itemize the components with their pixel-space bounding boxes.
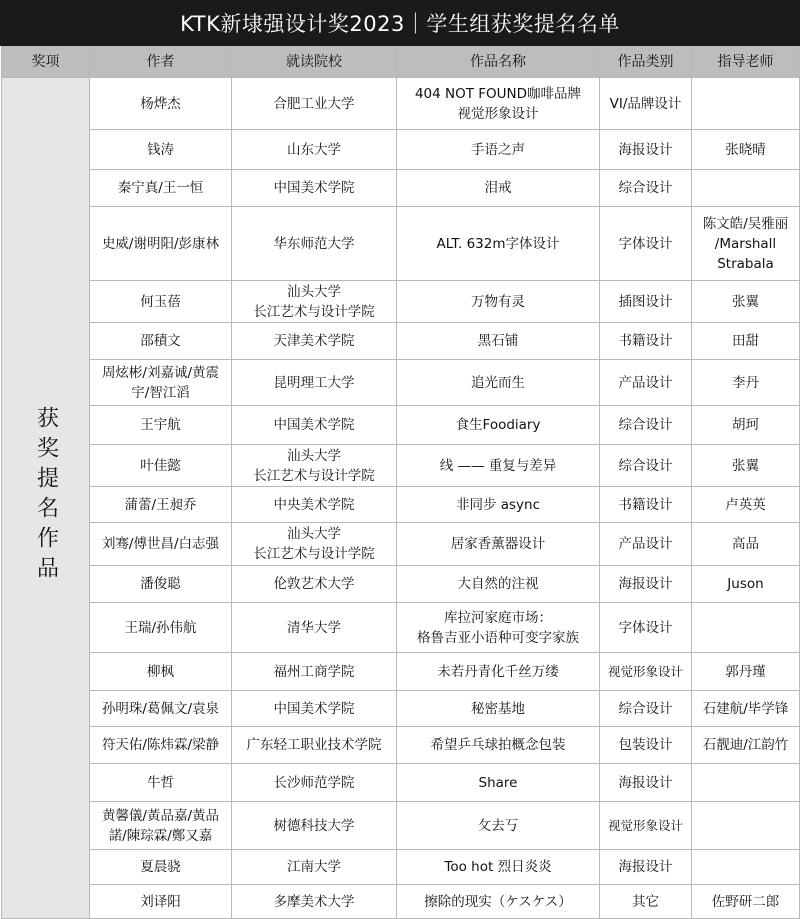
table-row <box>2 603 800 653</box>
nominee-table <box>1 46 800 919</box>
category-cell: 产品设计 <box>600 360 692 406</box>
school-cell: 汕头大学 长江艺术与设计学院 <box>232 445 397 487</box>
school-cell: 多摩美术大学 <box>232 885 397 919</box>
category-cell: VI/品牌设计 <box>600 78 692 130</box>
header-work: 作品名称 <box>397 47 600 78</box>
category-cell: 书籍设计 <box>600 323 692 360</box>
work-title-cell: Share <box>397 764 600 802</box>
work-title-cell: 万物有灵 <box>397 281 600 323</box>
school-cell: 昆明理工大学 <box>232 360 397 406</box>
category-cell: 包装设计 <box>600 727 692 764</box>
category-cell: 海报设计 <box>600 566 692 603</box>
category-cell: 综合设计 <box>600 170 692 207</box>
table-row <box>2 691 800 727</box>
table-row <box>2 360 800 406</box>
school-cell: 合肥工业大学 <box>232 78 397 130</box>
teacher-cell <box>692 802 800 850</box>
header-teacher: 指导老师 <box>692 47 800 78</box>
table-row <box>2 78 800 130</box>
table-row <box>2 727 800 764</box>
teacher-cell <box>692 603 800 653</box>
category-cell: 书籍设计 <box>600 487 692 523</box>
teacher-cell: 石靓迪/江韵竹 <box>692 727 800 764</box>
author-cell: 孙明珠/葛佩文/袁泉 <box>90 691 232 727</box>
school-cell: 中国美术学院 <box>232 691 397 727</box>
teacher-cell: 卢英英 <box>692 487 800 523</box>
school-cell: 汕头大学 长江艺术与设计学院 <box>232 281 397 323</box>
category-cell: 其它 <box>600 885 692 919</box>
school-cell: 伦敦艺术大学 <box>232 566 397 603</box>
category-cell: 产品设计 <box>600 523 692 566</box>
award-category-cell <box>2 78 90 919</box>
author-cell: 叶佳懿 <box>90 445 232 487</box>
teacher-cell: 张晓晴 <box>692 130 800 170</box>
school-cell: 汕头大学 长江艺术与设计学院 <box>232 523 397 566</box>
table-row <box>2 170 800 207</box>
teacher-cell: 张翼 <box>692 281 800 323</box>
category-cell: 插图设计 <box>600 281 692 323</box>
work-title-cell: 大自然的注视 <box>397 566 600 603</box>
table-header-row <box>2 47 800 78</box>
table-row <box>2 323 800 360</box>
table-row <box>2 523 800 566</box>
table-row <box>2 130 800 170</box>
category-cell: 海报设计 <box>600 850 692 885</box>
teacher-cell: 陈文皓/吴雅丽 /Marshall Strabala <box>692 207 800 281</box>
category-cell: 视觉形象设计 <box>600 653 692 691</box>
category-cell: 字体设计 <box>600 603 692 653</box>
teacher-cell: 田甜 <box>692 323 800 360</box>
page-title: KTK新埭强设计奖2023｜学生组获奖提名名单 <box>0 0 800 46</box>
work-title-cell: 黑石铺 <box>397 323 600 360</box>
header-school: 就读院校 <box>232 47 397 78</box>
work-title-cell: 希望乒乓球拍概念包装 <box>397 727 600 764</box>
work-title-cell: 非同步 async <box>397 487 600 523</box>
table-row <box>2 653 800 691</box>
award-category-label: 获奖提名作品 <box>33 406 59 586</box>
work-title-cell: Too hot 烈日炎炎 <box>397 850 600 885</box>
table-row <box>2 207 800 281</box>
school-cell: 中国美术学院 <box>232 406 397 445</box>
author-cell: 王宇航 <box>90 406 232 445</box>
author-cell: 牛哲 <box>90 764 232 802</box>
school-cell: 广东轻工职业技术学院 <box>232 727 397 764</box>
table-row <box>2 445 800 487</box>
school-cell: 福州工商学院 <box>232 653 397 691</box>
category-cell: 综合设计 <box>600 691 692 727</box>
work-title-cell: 线 —— 重复与差异 <box>397 445 600 487</box>
header-award: 奖项 <box>2 47 90 78</box>
author-cell: 杨烨杰 <box>90 78 232 130</box>
author-cell: 潘俊聪 <box>90 566 232 603</box>
teacher-cell <box>692 78 800 130</box>
teacher-cell <box>692 170 800 207</box>
table-row <box>2 281 800 323</box>
author-cell: 秦宁真/王一恒 <box>90 170 232 207</box>
author-cell: 黄馨儀/黃品嘉/黃品 諾/陳琮霖/鄭又嘉 <box>90 802 232 850</box>
category-cell: 海报设计 <box>600 764 692 802</box>
school-cell: 中央美术学院 <box>232 487 397 523</box>
table-row <box>2 764 800 802</box>
work-title-cell: 秘密基地 <box>397 691 600 727</box>
author-cell: 邵積文 <box>90 323 232 360</box>
table-row <box>2 802 800 850</box>
work-title-cell: 404 NOT FOUND咖啡品牌 视觉形象设计 <box>397 78 600 130</box>
work-title-cell: 擦除的现实（ケスケス） <box>397 885 600 919</box>
table-row <box>2 487 800 523</box>
teacher-cell: 胡珂 <box>692 406 800 445</box>
table-row <box>2 885 800 919</box>
author-cell: 史威/谢明阳/彭康林 <box>90 207 232 281</box>
school-cell: 树德科技大学 <box>232 802 397 850</box>
school-cell: 清华大学 <box>232 603 397 653</box>
teacher-cell <box>692 850 800 885</box>
table-row <box>2 406 800 445</box>
teacher-cell: 佐野研二郎 <box>692 885 800 919</box>
school-cell: 江南大学 <box>232 850 397 885</box>
author-cell: 刘骞/傅世昌/白志强 <box>90 523 232 566</box>
work-title-cell: 追光而生 <box>397 360 600 406</box>
category-cell: 视觉形象设计 <box>600 802 692 850</box>
work-title-cell: ALT. 632m字体设计 <box>397 207 600 281</box>
teacher-cell: 张翼 <box>692 445 800 487</box>
teacher-cell: Juson <box>692 566 800 603</box>
author-cell: 王瑞/孙伟航 <box>90 603 232 653</box>
category-cell: 字体设计 <box>600 207 692 281</box>
school-cell: 天津美术学院 <box>232 323 397 360</box>
category-cell: 综合设计 <box>600 406 692 445</box>
school-cell: 山东大学 <box>232 130 397 170</box>
work-title-cell: 攵去丂 <box>397 802 600 850</box>
author-cell: 柳枫 <box>90 653 232 691</box>
author-cell: 周炫彬/刘嘉诚/黄震 宇/智江滔 <box>90 360 232 406</box>
work-title-cell: 食生Foodiary <box>397 406 600 445</box>
author-cell: 刘译阳 <box>90 885 232 919</box>
work-title-cell: 手语之声 <box>397 130 600 170</box>
teacher-cell: 石建航/毕学锋 <box>692 691 800 727</box>
category-cell: 综合设计 <box>600 445 692 487</box>
author-cell: 符天佑/陈炜霖/梁静 <box>90 727 232 764</box>
teacher-cell <box>692 764 800 802</box>
author-cell: 夏晨骁 <box>90 850 232 885</box>
work-title-cell: 泪戒 <box>397 170 600 207</box>
work-title-cell: 居家香薰器设计 <box>397 523 600 566</box>
work-title-cell: 未若丹青化千丝万缕 <box>397 653 600 691</box>
header-author: 作者 <box>90 47 232 78</box>
school-cell: 长沙师范学院 <box>232 764 397 802</box>
table-row <box>2 566 800 603</box>
author-cell: 蒲蕾/王昶乔 <box>90 487 232 523</box>
work-title-cell: 库拉河家庭市场： 格鲁吉亚小语种可变字家族 <box>397 603 600 653</box>
author-cell: 钱涛 <box>90 130 232 170</box>
header-category: 作品类别 <box>600 47 692 78</box>
teacher-cell: 李丹 <box>692 360 800 406</box>
author-cell: 何玉蓓 <box>90 281 232 323</box>
school-cell: 华东师范大学 <box>232 207 397 281</box>
school-cell: 中国美术学院 <box>232 170 397 207</box>
table-row <box>2 850 800 885</box>
teacher-cell: 郭丹瑾 <box>692 653 800 691</box>
category-cell: 海报设计 <box>600 130 692 170</box>
teacher-cell: 高品 <box>692 523 800 566</box>
